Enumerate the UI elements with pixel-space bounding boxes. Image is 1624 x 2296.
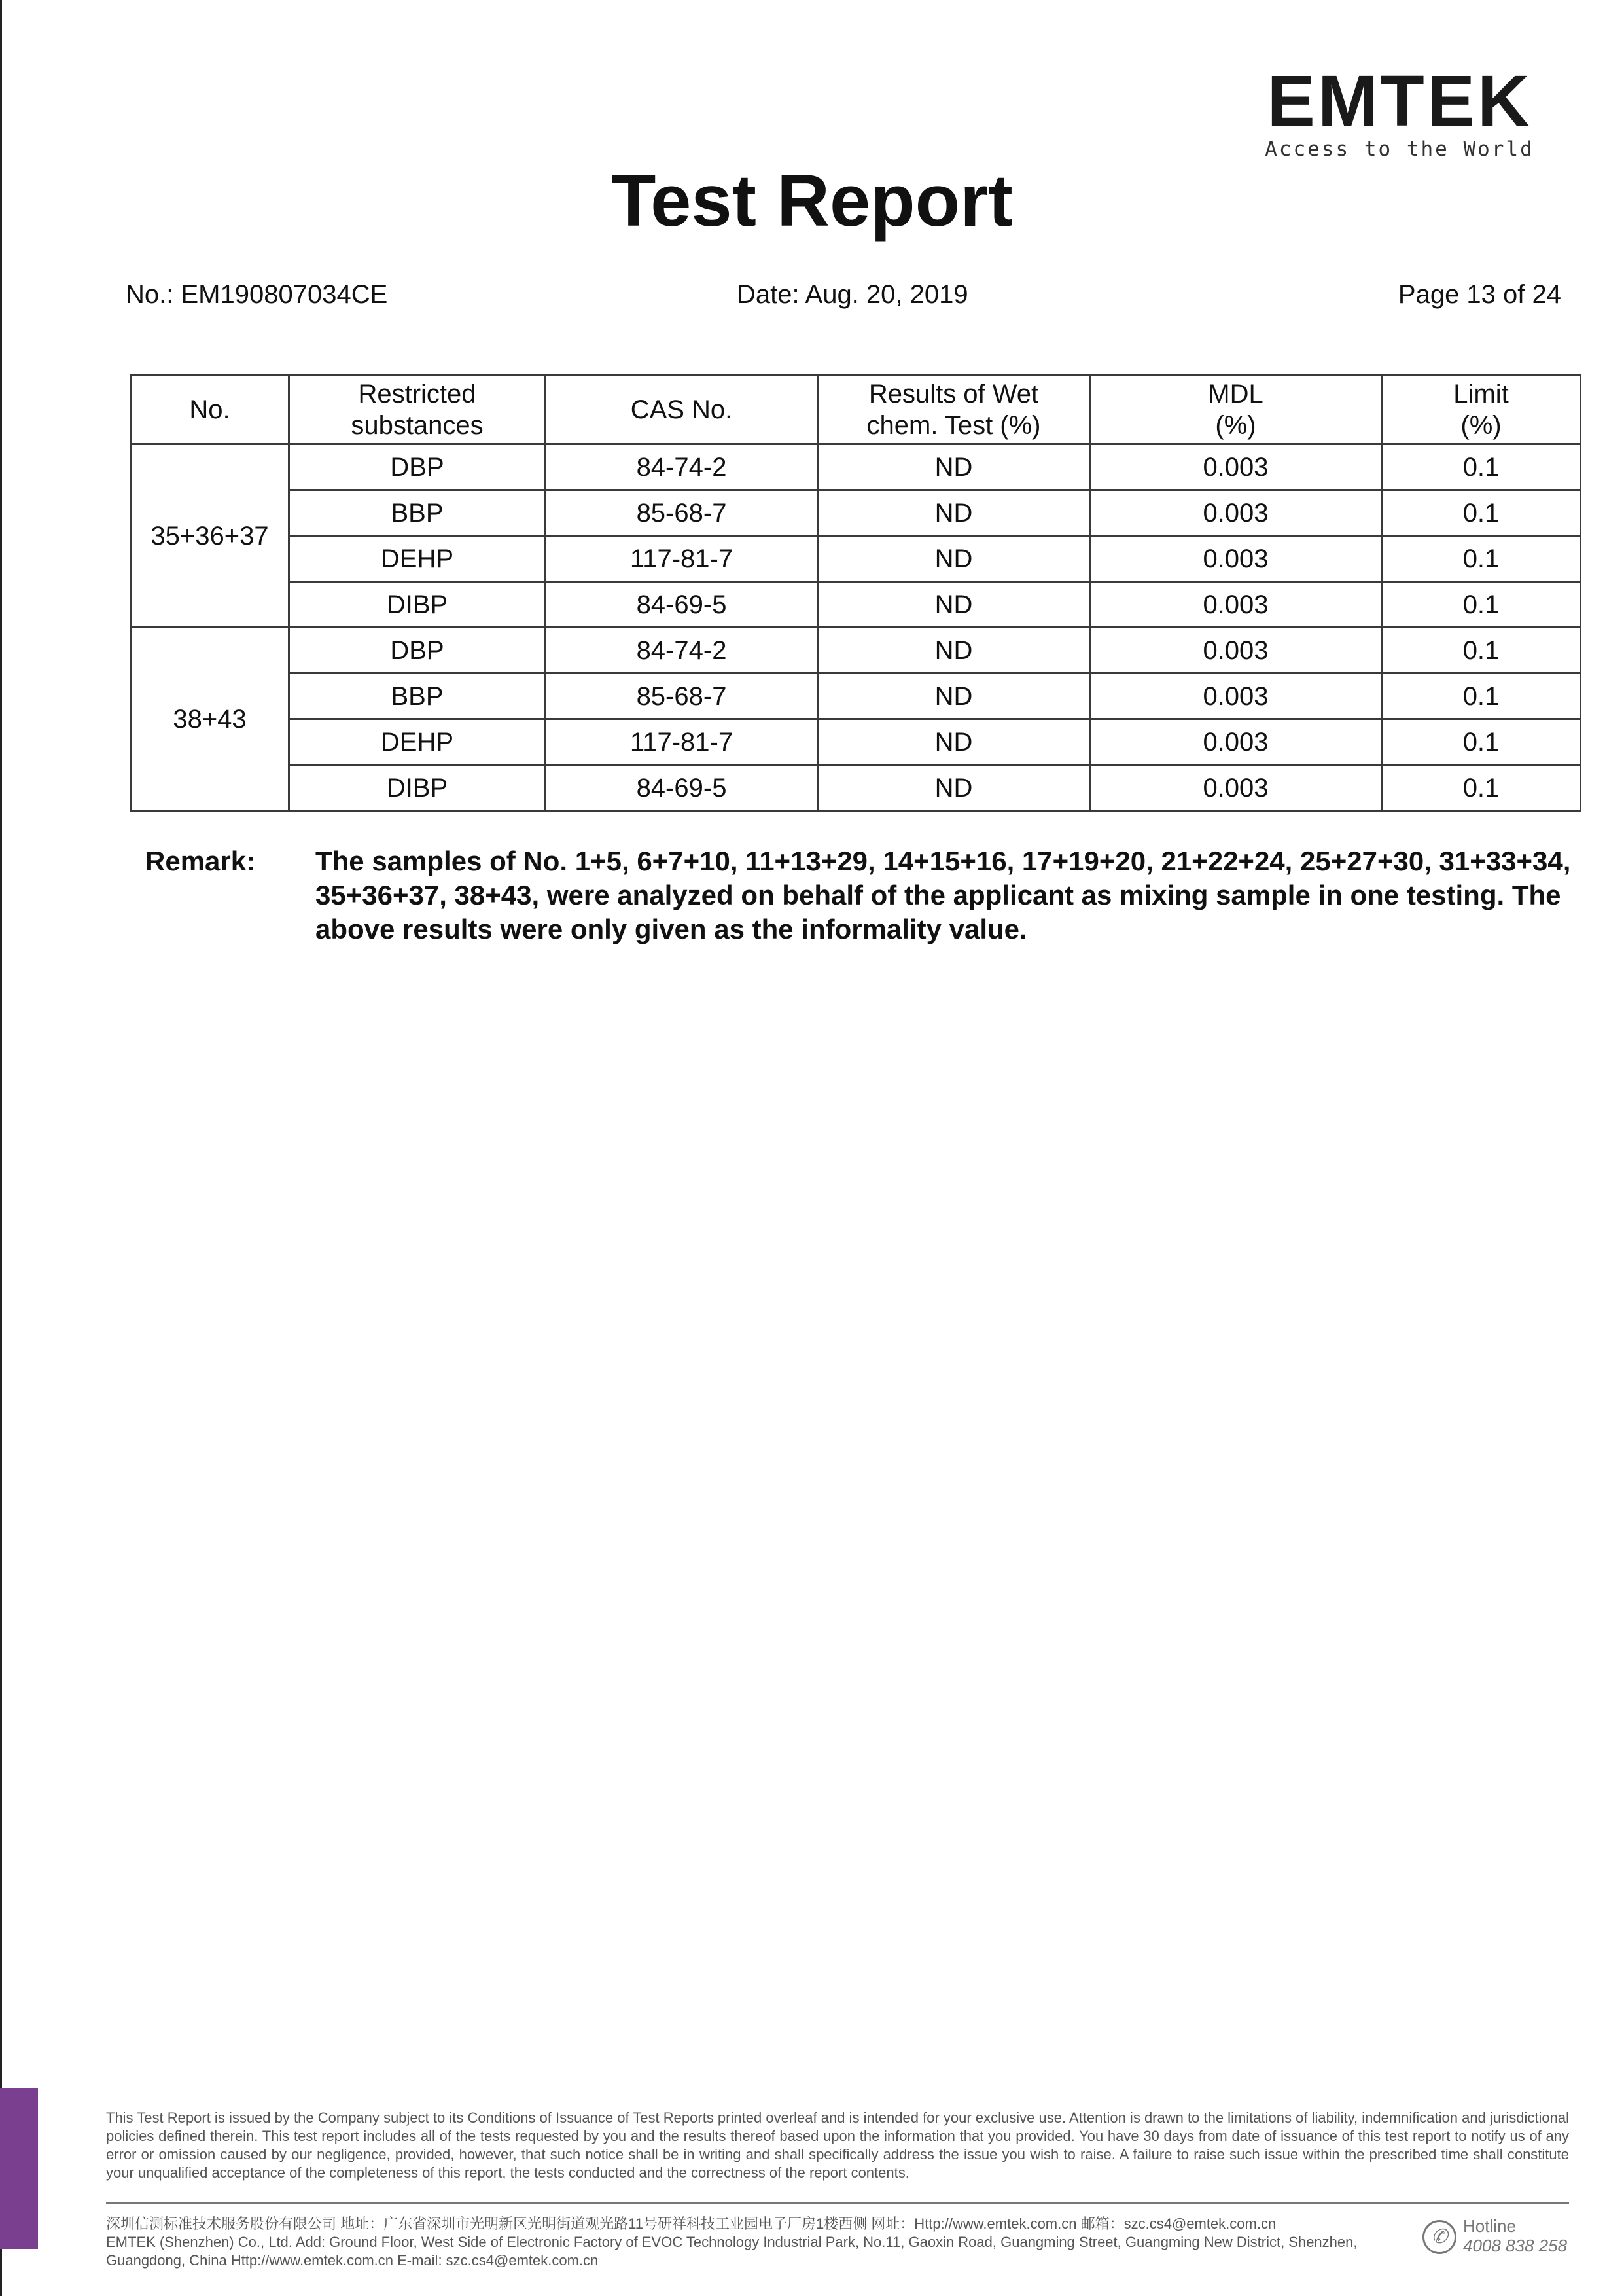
- page-edge-rule: [0, 0, 2, 2296]
- mdl-cell: 0.003: [1090, 719, 1382, 765]
- cas-cell: 117-81-7: [546, 536, 818, 582]
- limit-cell: 0.1: [1382, 628, 1581, 673]
- footer-address: [106, 2215, 1388, 2270]
- substance-cell: DEHP: [289, 719, 546, 765]
- cas-cell: 117-81-7: [546, 719, 818, 765]
- hotline-number: 4008 838 258: [1463, 2236, 1568, 2255]
- sample-group-cell: 38+43: [131, 628, 289, 811]
- limit-cell: 0.1: [1382, 536, 1581, 582]
- substance-cell: BBP: [289, 490, 546, 536]
- footer-divider: [106, 2202, 1569, 2204]
- limit-cell: 0.1: [1382, 765, 1581, 811]
- mdl-cell: 0.003: [1090, 582, 1382, 628]
- mdl-cell: 0.003: [1090, 673, 1382, 719]
- substance-cell: DBP: [289, 444, 546, 490]
- result-cell: ND: [818, 490, 1090, 536]
- header-mdl: MDL (%): [1090, 376, 1382, 444]
- cas-cell: 84-74-2: [546, 628, 818, 673]
- table-header-row: [131, 376, 1581, 444]
- limit-cell: 0.1: [1382, 673, 1581, 719]
- header-cas: CAS No.: [546, 376, 818, 444]
- result-cell: ND: [818, 719, 1090, 765]
- limit-cell: 0.1: [1382, 444, 1581, 490]
- substance-cell: DIBP: [289, 582, 546, 628]
- result-cell: ND: [818, 582, 1090, 628]
- remark-label: Remark:: [145, 846, 256, 876]
- header-substance: Restricted substances: [289, 376, 546, 444]
- result-cell: ND: [818, 536, 1090, 582]
- logo-wordmark: EMTEK: [1267, 61, 1532, 141]
- result-cell: ND: [818, 628, 1090, 673]
- cas-cell: 85-68-7: [546, 490, 818, 536]
- logo-tagline: Access to the World: [1265, 137, 1534, 161]
- result-cell: ND: [818, 673, 1090, 719]
- cas-cell: 85-68-7: [546, 673, 818, 719]
- limit-cell: 0.1: [1382, 490, 1581, 536]
- footer-address-cn: 深圳信测标准技术服务股份有限公司 地址：广东省深圳市光明新区光明街道观光路11号研祥科技工业园电子厂房1楼西侧 网址：Http://www.emtek.com.cn 邮箱：szc.cs4@emtek.com.cn: [106, 2215, 1277, 2232]
- mdl-cell: 0.003: [1090, 490, 1382, 536]
- substance-cell: DBP: [289, 628, 546, 673]
- table-row: [131, 490, 1581, 536]
- limit-cell: 0.1: [1382, 719, 1581, 765]
- table-row: [131, 536, 1581, 582]
- table-row: [131, 719, 1581, 765]
- result-cell: ND: [818, 444, 1090, 490]
- phone-icon: ✆: [1422, 2220, 1456, 2254]
- page-title: Test Report: [611, 160, 1013, 242]
- footer-address-en: EMTEK (Shenzhen) Co., Ltd. Add: Ground Floor, West Side of Electronic Factory of EVOC Technology Industrial Park, No.11, Gaoxin Road, Guangming Street, Guangming New District, Shenzhen, Guangdong, China Http://www.emtek.com.cn E-mail: szc.cs4@emtek.com.cn: [106, 2234, 1358, 2269]
- cas-cell: 84-69-5: [546, 765, 818, 811]
- table-row: [131, 765, 1581, 811]
- remark-text: The samples of No. 1+5, 6+7+10, 11+13+29, 14+15+16, 17+19+20, 21+22+24, 25+27+30, 31+33+34, 35+36+37, 38+43, were analyzed on behalf of the applicant as mixing sample in one testing. The above results were only given as the informality value.: [315, 846, 1571, 944]
- cas-cell: 84-69-5: [546, 582, 818, 628]
- table-row: [131, 444, 1581, 490]
- mdl-cell: 0.003: [1090, 444, 1382, 490]
- substance-cell: DEHP: [289, 536, 546, 582]
- footer-disclaimer: This Test Report is issued by the Company subject to its Conditions of Issuance of Test Reports printed overleaf and is intended for your exclusive use. Attention is drawn to the limitations of liability, indemnification and jurisdictional policies defined therein. This test report includes all of the tests requested by you and the results thereof based upon the information that you provided. You have 30 days from date of issuance of this test report to notify us of any error or omission caused by our negligence, provided, however, that such notice shall be in writing and shall specifically address the issue you wish to raise. A failure to raise such issue within the prescribed time shall constitute your unqualified acceptance of the completeness of this report, the tests conducted and the correctness of the report contents.: [106, 2109, 1569, 2181]
- header-no: No.: [131, 376, 289, 444]
- cas-cell: 84-74-2: [546, 444, 818, 490]
- limit-cell: 0.1: [1382, 582, 1581, 628]
- mdl-cell: 0.003: [1090, 536, 1382, 582]
- report-number: No.: EM190807034CE: [126, 280, 388, 309]
- header-result: Results of Wet chem. Test (%): [818, 376, 1090, 444]
- mdl-cell: 0.003: [1090, 628, 1382, 673]
- hotline-block: [1422, 2216, 1580, 2262]
- results-table: [130, 374, 1581, 812]
- page-number: Page 13 of 24: [1398, 280, 1561, 309]
- substance-cell: DIBP: [289, 765, 546, 811]
- sample-group-cell: 35+36+37: [131, 444, 289, 628]
- header-limit: Limit (%): [1382, 376, 1581, 444]
- table-row: [131, 628, 1581, 673]
- company-logo: [1246, 61, 1553, 161]
- report-date: Date: Aug. 20, 2019: [737, 280, 968, 309]
- table-row: [131, 582, 1581, 628]
- table-row: [131, 673, 1581, 719]
- result-cell: ND: [818, 765, 1090, 811]
- substance-cell: BBP: [289, 673, 546, 719]
- mdl-cell: 0.003: [1090, 765, 1382, 811]
- hotline-label: Hotline: [1463, 2216, 1516, 2236]
- side-color-tab: [0, 2088, 38, 2249]
